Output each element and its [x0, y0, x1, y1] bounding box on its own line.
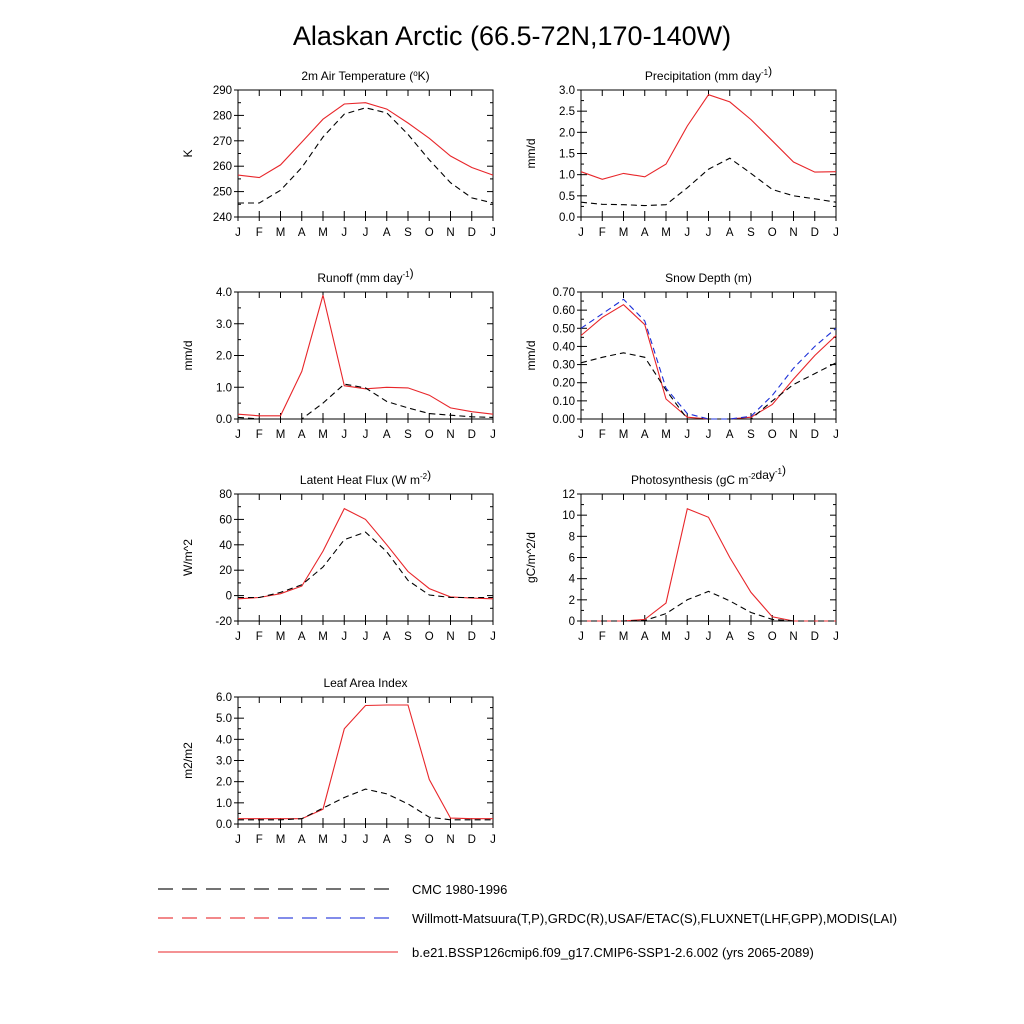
x-tick-label: F [255, 429, 263, 441]
y-tick-label: 40 [219, 539, 232, 552]
x-tick-label: S [404, 227, 412, 239]
x-tick-label: S [747, 227, 755, 239]
y-tick-label: 2 [568, 594, 575, 607]
x-tick-label: M [661, 631, 671, 643]
x-tick-label: S [747, 631, 755, 643]
x-tick-label: O [424, 227, 434, 239]
x-tick-label: J [490, 227, 496, 239]
x-tick-label: A [640, 631, 649, 643]
y-tick-label: 290 [212, 85, 232, 97]
x-tick-label: M [618, 631, 629, 643]
y-tick-label: 0.60 [552, 305, 575, 318]
y-tick-label: 0.50 [552, 323, 575, 336]
y-tick-label: 0.70 [552, 287, 575, 299]
plot-frame [238, 494, 493, 621]
x-tick-label: J [235, 227, 241, 239]
x-tick-label: J [490, 834, 496, 846]
x-tick-label: S [404, 834, 412, 846]
x-tick-label: J [705, 227, 712, 239]
chart-panel [181, 468, 496, 643]
series-line-model [238, 295, 493, 416]
x-tick-label: O [424, 631, 434, 643]
x-tick-label: A [382, 631, 391, 643]
x-tick-label: A [640, 429, 649, 441]
y-tick-label: 0.20 [552, 377, 575, 390]
y-axis-label: m2/m2 [181, 742, 195, 779]
series-line-cmc [238, 532, 493, 597]
panel-title: 2m Air Temperature ($^o$K) [301, 69, 430, 83]
x-tick-label: A [297, 227, 306, 239]
x-tick-label: M [275, 834, 286, 846]
x-tick-label: F [598, 631, 606, 643]
chart-panel [524, 463, 839, 643]
x-tick-label: F [255, 631, 263, 643]
x-tick-label: M [661, 429, 671, 441]
y-tick-label: 1.0 [216, 382, 232, 395]
x-tick-label: J [833, 227, 839, 239]
x-tick-label: J [490, 631, 496, 643]
x-tick-label: J [341, 631, 348, 643]
series-line-model [581, 509, 836, 621]
series-line-cmc [238, 789, 493, 820]
y-tick-label: 2.0 [216, 350, 232, 363]
x-tick-label: F [255, 227, 263, 239]
y-tick-label: 270 [212, 135, 232, 148]
legend-label: CMC 1980-1996 [412, 882, 508, 897]
y-tick-label: 0.30 [552, 359, 575, 372]
y-tick-label: 80 [219, 489, 232, 501]
chart-panel [181, 69, 496, 239]
chart-panel [181, 266, 496, 441]
x-tick-label: D [810, 227, 819, 239]
x-tick-label: J [684, 429, 691, 441]
y-tick-label: 0.00 [552, 414, 575, 426]
figure-title: Alaskan Arctic (66.5-72N,170-140W) [292, 21, 732, 51]
y-tick-label: 260 [212, 161, 232, 174]
y-tick-label: 280 [212, 110, 232, 123]
x-tick-label: M [275, 429, 286, 441]
y-axis-label: K [181, 149, 195, 158]
y-tick-label: 0 [225, 590, 232, 603]
x-tick-label: O [767, 227, 777, 239]
x-tick-label: N [446, 631, 455, 643]
x-tick-label: M [318, 834, 328, 846]
x-tick-label: M [318, 631, 328, 643]
y-tick-label: 60 [219, 514, 232, 527]
y-tick-label: 8 [568, 531, 575, 544]
plot-frame [581, 494, 836, 621]
x-tick-label: D [467, 429, 476, 441]
x-tick-label: N [446, 227, 455, 239]
x-tick-label: M [618, 429, 629, 441]
x-tick-label: D [467, 227, 476, 239]
x-tick-label: O [767, 631, 777, 643]
y-tick-label: 240 [212, 212, 232, 224]
y-axis-label: mm/d [181, 340, 195, 371]
x-tick-label: A [725, 429, 734, 441]
x-tick-label: M [318, 227, 328, 239]
panels [181, 64, 839, 846]
plot-frame [581, 90, 836, 217]
x-tick-label: J [341, 834, 348, 846]
plot-frame [238, 697, 493, 824]
x-tick-label: S [404, 429, 412, 441]
x-tick-label: A [382, 227, 391, 239]
panel-title: Photosynthesis (gC $m^{-2}day^{-1}$) [631, 463, 786, 487]
plot-frame [238, 292, 493, 419]
panel-title: Latent Heat Flux (W $m^{-2}$) [299, 468, 432, 487]
x-tick-label: A [640, 227, 649, 239]
x-tick-label: F [255, 834, 263, 846]
y-tick-label: 2.5 [559, 106, 575, 119]
x-tick-label: D [467, 834, 476, 846]
y-tick-label: 5.0 [216, 713, 232, 726]
x-tick-label: J [490, 429, 496, 441]
x-tick-label: J [341, 227, 348, 239]
legend-label: b.e21.BSSP126cmip6.f09_g17.CMIP6-SSP1-2.6.002 (yrs 2065-2089) [412, 945, 814, 960]
y-tick-label: 10 [562, 510, 575, 523]
x-tick-label: M [275, 631, 286, 643]
x-tick-label: M [275, 227, 286, 239]
x-tick-label: J [235, 834, 241, 846]
y-axis-label: mm/d [524, 138, 538, 169]
x-tick-label: S [404, 631, 412, 643]
x-tick-label: A [725, 227, 734, 239]
series-line-model [238, 705, 493, 819]
x-tick-label: A [297, 429, 306, 441]
y-tick-label: 2.0 [559, 127, 575, 140]
panel-title: Snow Depth (m) [665, 271, 752, 285]
x-tick-label: A [297, 631, 306, 643]
y-tick-label: 4 [568, 573, 575, 586]
series-line-cmc [581, 158, 836, 205]
x-tick-label: J [362, 834, 369, 846]
x-tick-label: J [362, 227, 369, 239]
x-tick-label: J [235, 429, 241, 441]
x-tick-label: M [618, 227, 629, 239]
y-tick-label: 3.0 [216, 755, 232, 768]
y-tick-label: 4.0 [216, 734, 232, 747]
series-line-model [581, 95, 836, 180]
y-tick-label: 0.40 [552, 341, 575, 354]
series-line-model [238, 509, 493, 599]
y-tick-label: 4.0 [216, 287, 232, 299]
x-tick-label: J [684, 631, 691, 643]
y-tick-label: 1.5 [559, 148, 575, 161]
panel-title: Leaf Area Index [323, 676, 408, 690]
y-tick-label: 20 [219, 565, 232, 578]
series-line-cmc [581, 353, 836, 419]
x-tick-label: F [598, 227, 606, 239]
y-tick-label: 2.0 [216, 776, 232, 789]
y-tick-label: 3.0 [216, 318, 232, 331]
y-tick-label: 3.0 [559, 85, 575, 97]
x-tick-label: J [362, 631, 369, 643]
x-tick-label: A [725, 631, 734, 643]
x-tick-label: O [424, 834, 434, 846]
plot-frame [581, 292, 836, 419]
legend-label: Willmott-Matsuura(T,P),GRDC(R),USAF/ETAC(S),FLUXNET(LHF,GPP),MODIS(LAI) [412, 911, 898, 926]
y-tick-label: 0 [568, 616, 575, 628]
x-tick-label: D [810, 631, 819, 643]
y-tick-label: 1.0 [559, 169, 575, 182]
x-tick-label: J [362, 429, 369, 441]
legend [158, 882, 897, 960]
x-tick-label: A [297, 834, 306, 846]
x-tick-label: A [382, 834, 391, 846]
y-axis-label: gC/m^2/d [524, 532, 538, 583]
y-tick-label: 0.10 [552, 395, 575, 408]
y-axis-label: mm/d [524, 340, 538, 371]
series-line-obs [581, 299, 836, 419]
x-tick-label: N [789, 227, 798, 239]
x-tick-label: J [833, 631, 839, 643]
plot-frame [238, 90, 493, 217]
y-axis-label: W/m^2 [181, 539, 195, 576]
x-tick-label: N [789, 429, 798, 441]
panel-title: Precipitation (mm day$^{-1}$) [644, 64, 773, 83]
x-tick-label: M [661, 227, 671, 239]
x-tick-label: A [382, 429, 391, 441]
y-tick-label: -20 [215, 616, 232, 628]
y-tick-label: 0.5 [559, 190, 575, 203]
x-tick-label: J [705, 429, 712, 441]
x-tick-label: J [684, 227, 691, 239]
x-tick-label: J [578, 429, 584, 441]
y-tick-label: 250 [212, 186, 232, 199]
x-tick-label: J [578, 631, 584, 643]
y-tick-label: 6.0 [216, 692, 232, 704]
y-tick-label: 0.0 [216, 414, 232, 426]
y-tick-label: 0.0 [216, 819, 232, 831]
x-tick-label: J [235, 631, 241, 643]
series-line-model [238, 103, 493, 178]
x-tick-label: O [424, 429, 434, 441]
x-tick-label: N [789, 631, 798, 643]
x-tick-label: N [446, 429, 455, 441]
y-tick-label: 12 [562, 489, 575, 501]
chart-panel [524, 64, 839, 239]
x-tick-label: S [747, 429, 755, 441]
x-tick-label: F [598, 429, 606, 441]
x-tick-label: M [318, 429, 328, 441]
x-tick-label: J [705, 631, 712, 643]
panel-title: Runoff (mm day$^{-1}$) [317, 266, 414, 285]
x-tick-label: J [341, 429, 348, 441]
y-tick-label: 6 [568, 552, 575, 565]
x-tick-label: D [810, 429, 819, 441]
x-tick-label: D [467, 631, 476, 643]
series-line-cmc [238, 108, 493, 203]
x-tick-label: J [833, 429, 839, 441]
chart-panel [181, 676, 496, 846]
series-line-model [581, 305, 836, 419]
y-tick-label: 0.0 [559, 212, 575, 224]
x-tick-label: N [446, 834, 455, 846]
y-tick-label: 1.0 [216, 797, 232, 810]
x-tick-label: J [578, 227, 584, 239]
chart-panel [524, 271, 839, 441]
x-tick-label: O [767, 429, 777, 441]
